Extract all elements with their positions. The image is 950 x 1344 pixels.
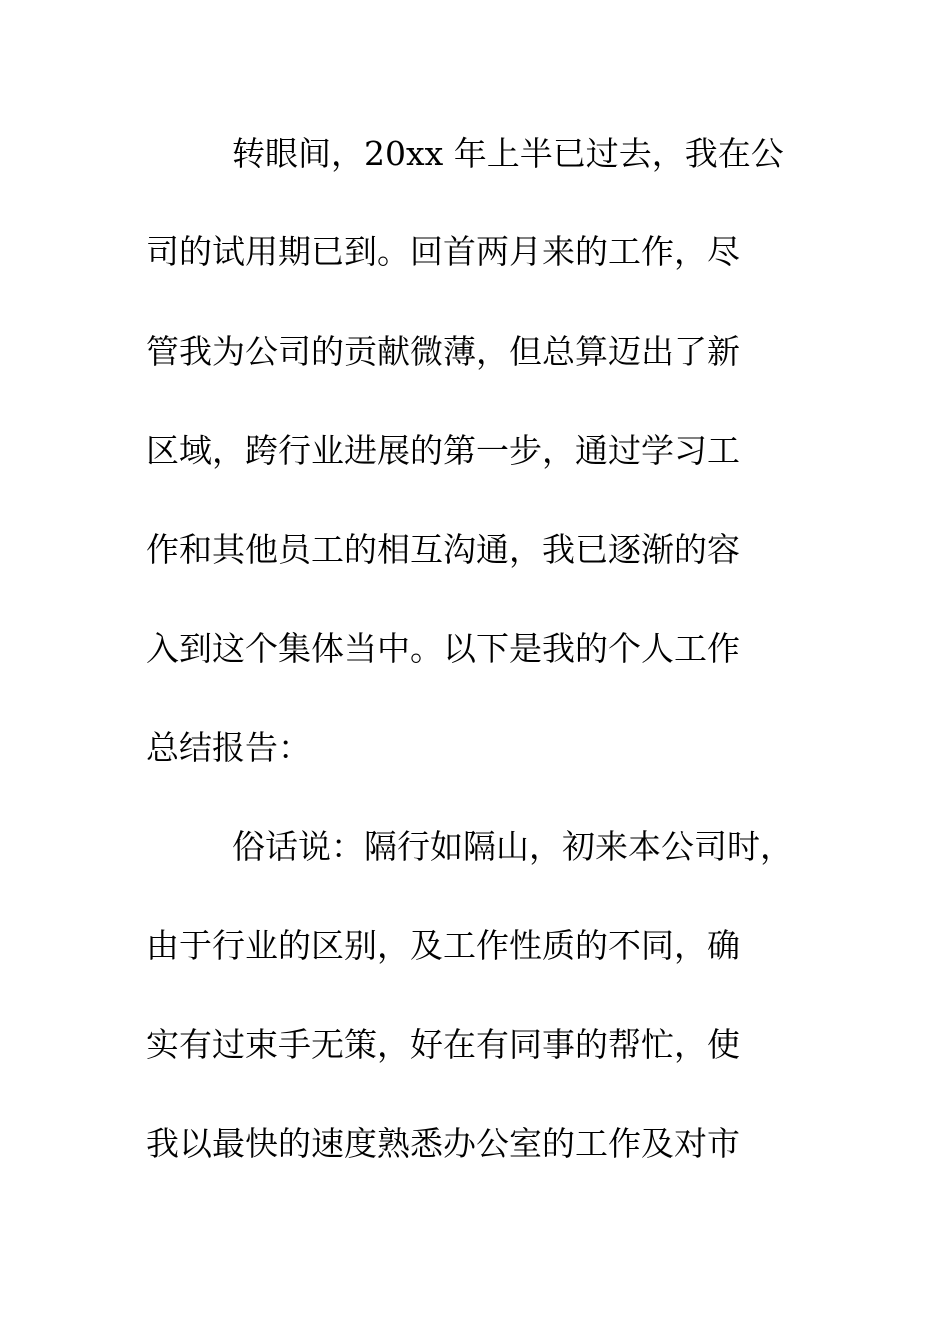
paragraph-1-line-5: 作和其他员工的相互沟通，我已逐渐的容 <box>146 530 740 569</box>
paragraph-2-line-2: 由于行业的区别，及工作性质的不同，确 <box>146 926 740 965</box>
paragraph-2-line-1: 俗话说：隔行如隔山，初来本公司时， <box>232 827 793 866</box>
paragraph-1-line-3: 管我为公司的贡献微薄，但总算迈出了新 <box>146 332 740 371</box>
paragraph-1-line-7: 总结报告： <box>146 728 311 767</box>
paragraph-2-line-4: 我以最快的速度熟悉办公室的工作及对市 <box>146 1124 740 1163</box>
paragraph-2-line-3: 实有过束手无策，好在有同事的帮忙，使 <box>146 1025 740 1064</box>
paragraph-1-line-2: 司的试用期已到。回首两月来的工作，尽 <box>146 232 740 271</box>
paragraph-1-line-4: 区域，跨行业进展的第一步，通过学习工 <box>146 431 740 470</box>
paragraph-1-line-6: 入到这个集体当中。以下是我的个人工作 <box>146 629 740 668</box>
paragraph-1-line-1: 转眼间，20xx 年上半已过去，我在公 <box>232 134 784 173</box>
